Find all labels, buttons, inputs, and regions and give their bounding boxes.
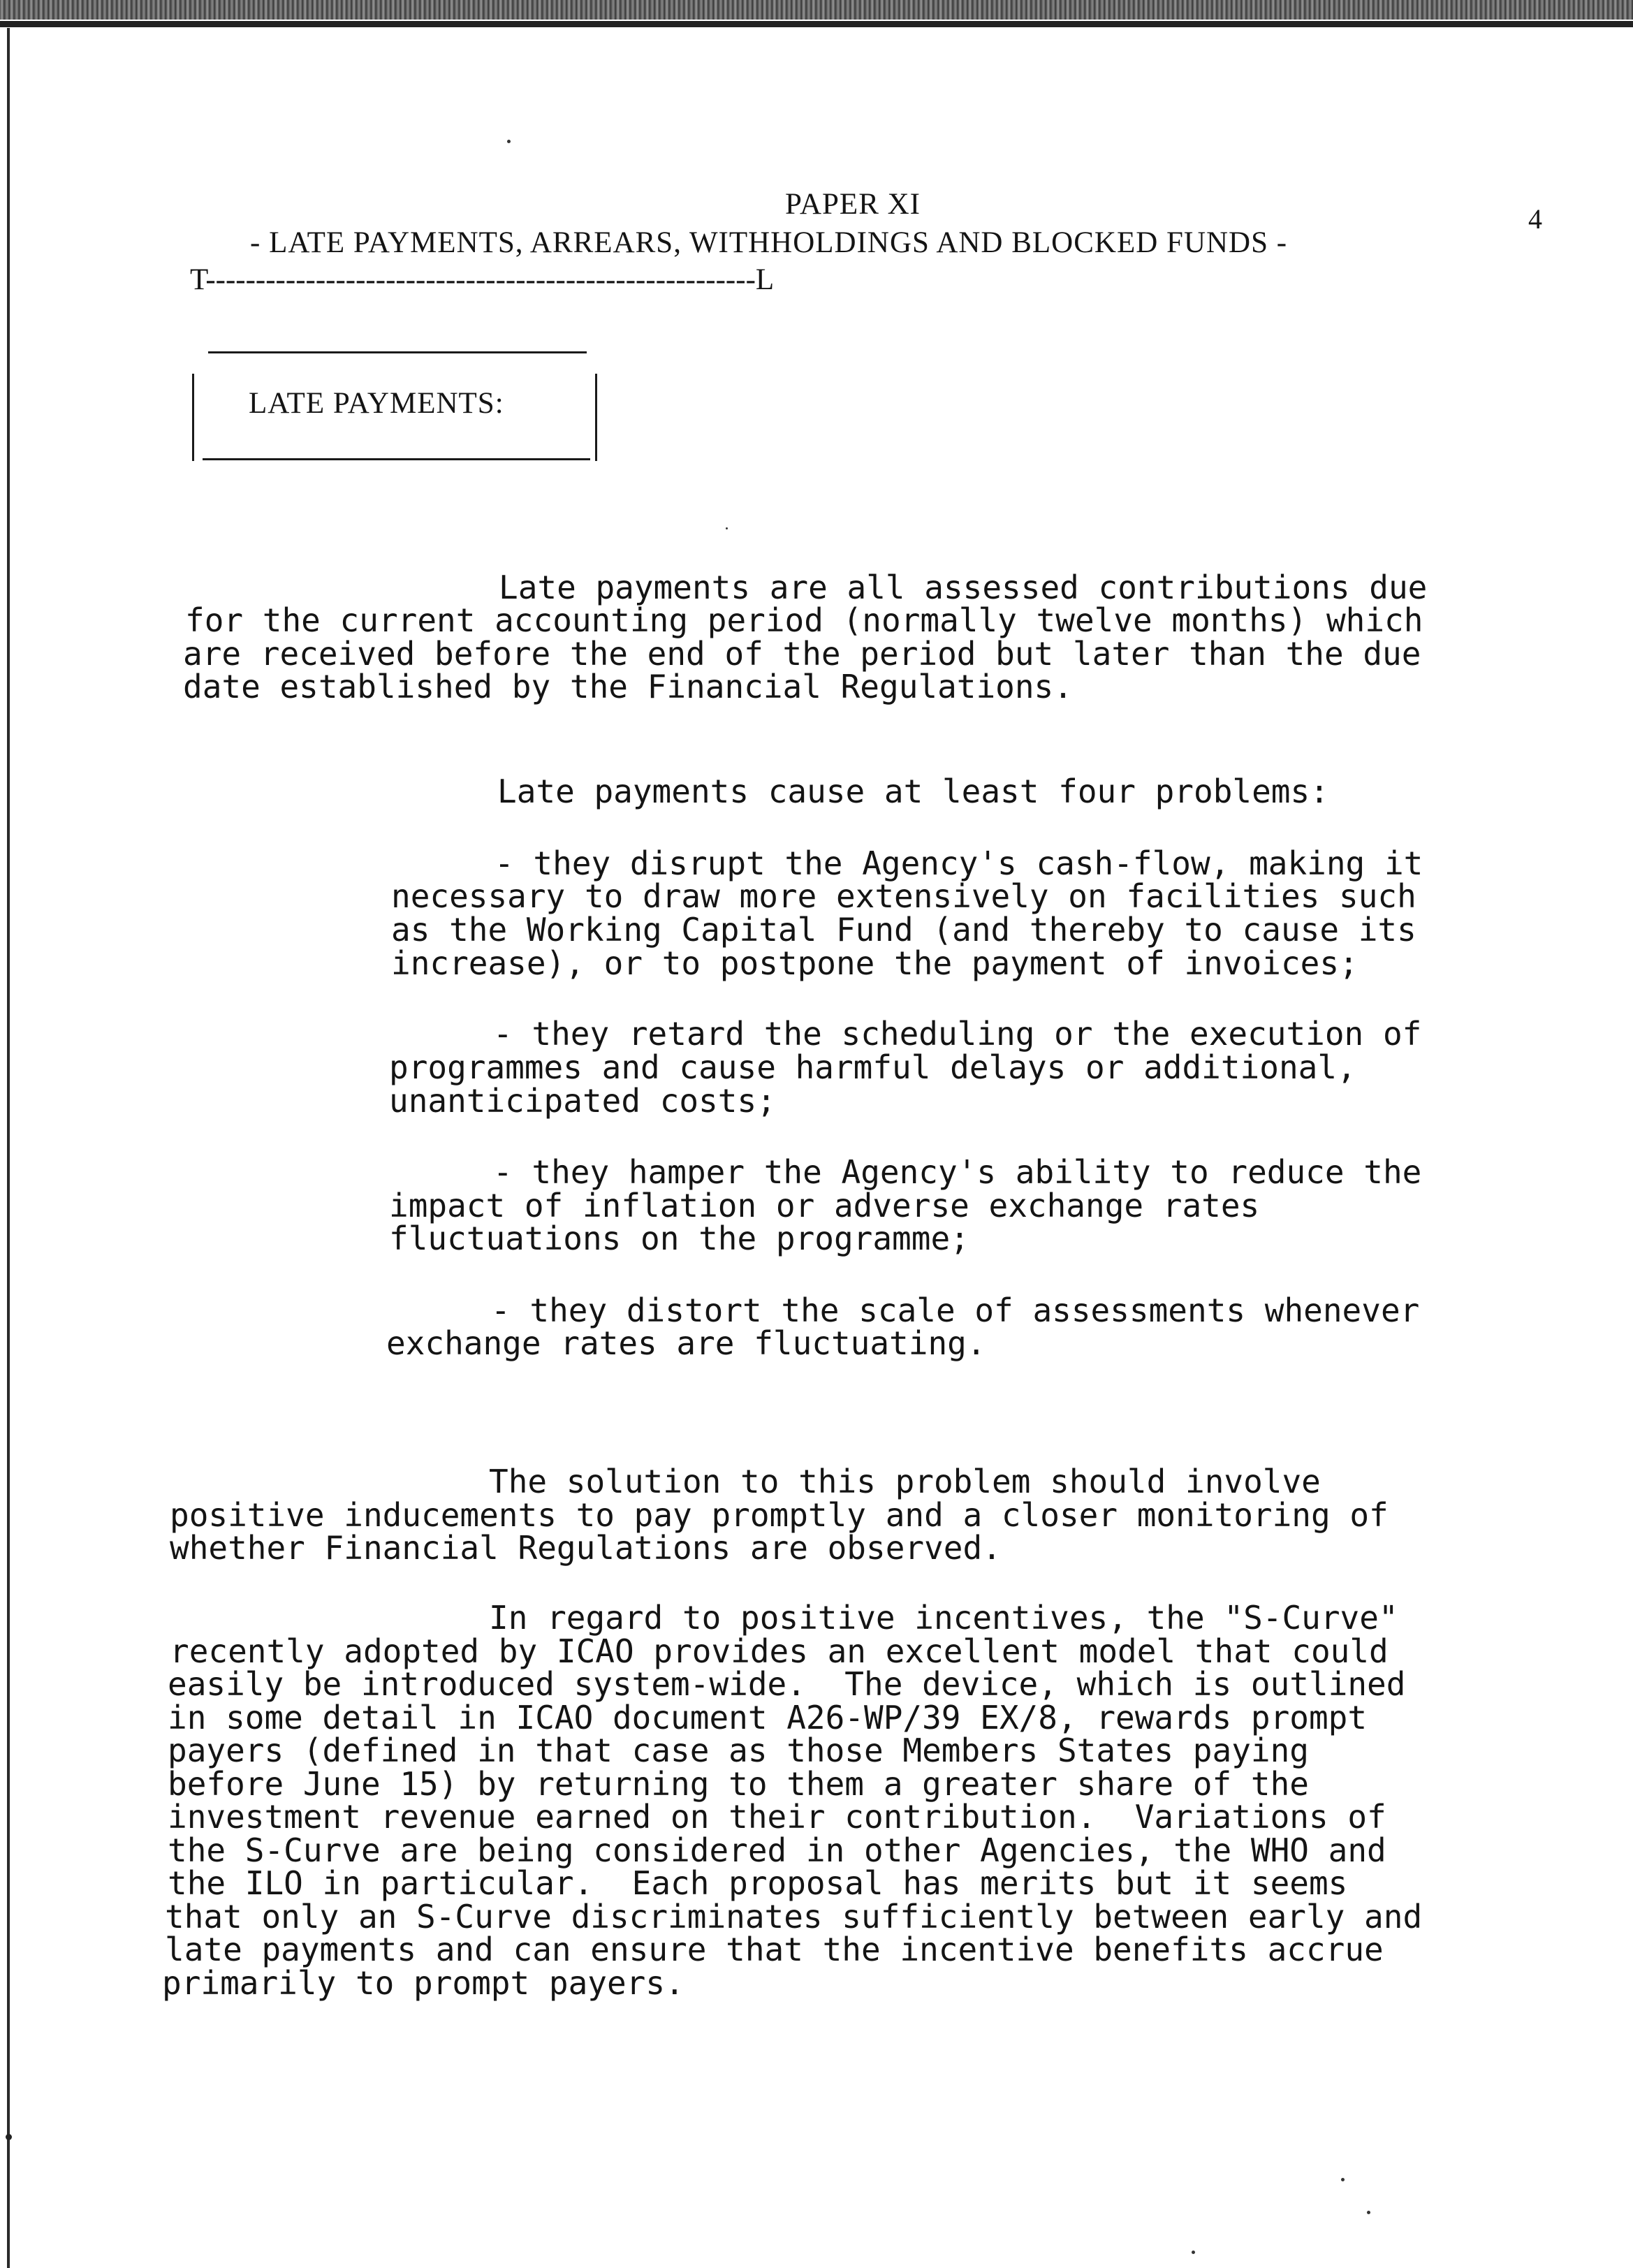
- text-line: In regard to positive incentives, the "S-Curve": [489, 1599, 1398, 1637]
- text-line: - they retard the scheduling or the execution of: [493, 1015, 1422, 1053]
- scan-speck: [726, 527, 728, 529]
- text-line: late payments and can ensure that the incentive benefits accrue: [165, 1931, 1384, 1968]
- text-line: as the Working Capital Fund (and thereby to cause its: [391, 911, 1416, 949]
- text-line: easily be introduced system-wide. The device, which is outlined: [168, 1665, 1406, 1703]
- text-line: in some detail in ICAO document A26-WP/39 EX/8, rewards prompt: [168, 1699, 1368, 1736]
- text-line: unanticipated costs;: [389, 1082, 776, 1120]
- scan-speck: [507, 140, 511, 143]
- text-line: recently adopted by ICAO provides an excellent model that could: [170, 1632, 1389, 1670]
- text-line: the ILO in particular. Each proposal has merits but it seems: [168, 1864, 1348, 1902]
- text-line: the S-Curve are being considered in other Agencies, the WHO and: [168, 1831, 1386, 1869]
- text-line: - they hamper the Agency's ability to reduce the: [493, 1153, 1422, 1191]
- text-line: The solution to this problem should involve: [489, 1463, 1321, 1500]
- text-line: increase), or to postpone the payment of invoices;: [391, 944, 1359, 982]
- scan-left-border: [7, 28, 10, 2268]
- text-line: Late payments are all assessed contributions due: [499, 569, 1428, 606]
- text-line: that only an S-Curve discriminates sufficiently between early and: [165, 1898, 1423, 1936]
- text-line: primarily to prompt payers.: [162, 1964, 684, 2002]
- text-line: before June 15) by returning to them a greater share of the: [168, 1765, 1309, 1803]
- paper-title: - LATE PAYMENTS, ARREARS, WITHHOLDINGS AND BLOCKED FUNDS -: [250, 226, 1288, 259]
- box-top-border: [208, 351, 587, 353]
- text-line: positive inducements to pay promptly and a closer monitoring of: [170, 1496, 1389, 1534]
- page-number: 4: [1528, 203, 1542, 235]
- box-bottom-border: [203, 458, 590, 460]
- scan-speck: [1341, 2178, 1345, 2181]
- text-line: programmes and cause harmful delays or additional,: [389, 1048, 1356, 1086]
- paper-number: PAPER XI: [785, 188, 921, 221]
- section-heading: LATE PAYMENTS:: [249, 387, 504, 420]
- scan-speck: [1367, 2211, 1370, 2214]
- header-dash-rule: T-------------------------------------------------------L: [190, 263, 775, 296]
- text-line: investment revenue earned on their contribution. Variations of: [168, 1798, 1386, 1836]
- text-line: for the current accounting period (normally twelve months) which: [185, 601, 1423, 639]
- scan-top-border: [0, 21, 1633, 27]
- text-line: impact of inflation or adverse exchange rates: [389, 1187, 1260, 1224]
- text-line: exchange rates are fluctuating.: [386, 1324, 986, 1362]
- text-line: are received before the end of the period but later than the due: [183, 635, 1421, 673]
- scan-mark: [6, 2134, 12, 2140]
- problems-intro: Late payments cause at least four problems:: [497, 773, 1329, 810]
- text-line: whether Financial Regulations are observed.: [170, 1529, 1002, 1567]
- text-line: date established by the Financial Regulations.: [183, 668, 1073, 705]
- text-line: payers (defined in that case as those Members States paying: [168, 1732, 1309, 1769]
- box-left-border: [192, 374, 194, 461]
- text-line: - they distort the scale of assessments whenever: [491, 1292, 1420, 1329]
- text-line: necessary to draw more extensively on facilities such: [391, 877, 1416, 915]
- scan-speck: [1192, 2251, 1195, 2254]
- text-line: fluctuations on the programme;: [389, 1220, 969, 1257]
- scan-top-edge: [0, 0, 1633, 20]
- box-right-border: [595, 374, 597, 461]
- text-line: - they disrupt the Agency's cash-flow, making it: [495, 844, 1423, 882]
